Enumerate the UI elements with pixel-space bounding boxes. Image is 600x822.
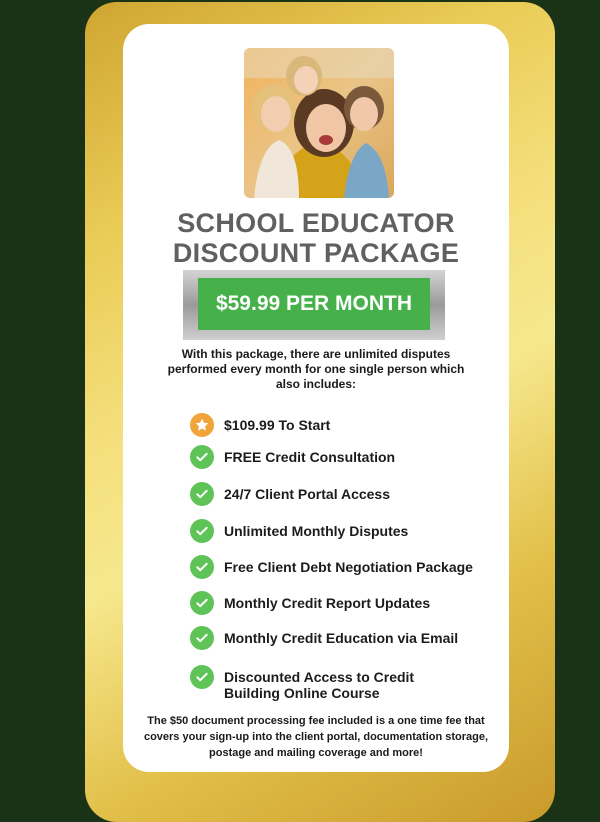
check-icon bbox=[190, 482, 214, 506]
check-icon bbox=[190, 555, 214, 579]
check-icon bbox=[190, 626, 214, 650]
title-line-2: DISCOUNT PACKAGE bbox=[172, 238, 460, 268]
family-photo bbox=[244, 48, 394, 198]
feature-label: Monthly Credit Education via Email bbox=[224, 630, 459, 646]
feature-item bbox=[190, 413, 490, 437]
feature-label: Unlimited Monthly Disputes bbox=[224, 523, 409, 539]
check-icon bbox=[190, 665, 214, 689]
check-icon bbox=[190, 519, 214, 543]
feature-label: Free Client Debt Negotiation Package bbox=[224, 559, 473, 575]
feature-item bbox=[190, 665, 490, 701]
fee-note: The $50 document processing fee included is a one time fee that covers your sign-up into the client portal, documentation storage, postage and mailing coverage and more! bbox=[143, 715, 489, 759]
price-button[interactable]: $59.99 PER MONTH bbox=[198, 278, 430, 330]
star-icon bbox=[190, 413, 214, 437]
feature-label: 24/7 Client Portal Access bbox=[224, 486, 391, 502]
feature-item bbox=[190, 626, 490, 650]
check-icon bbox=[190, 591, 214, 615]
package-intro: With this package, there are unlimited disputes performed every month for one single person which also includes: bbox=[167, 347, 465, 391]
check-icon bbox=[190, 445, 214, 469]
feature-item bbox=[190, 555, 490, 579]
feature-item bbox=[190, 482, 490, 506]
feature-label: Monthly Credit Report Updates bbox=[224, 595, 431, 611]
title-line-1: SCHOOL EDUCATOR bbox=[177, 208, 455, 238]
feature-label: Discounted Access to Credit Building Online Course bbox=[224, 669, 415, 701]
feature-label: FREE Credit Consultation bbox=[224, 449, 396, 465]
feature-item bbox=[190, 519, 490, 543]
package-title bbox=[123, 208, 509, 268]
feature-label: $109.99 To Start bbox=[224, 417, 331, 433]
price-frame bbox=[183, 270, 445, 340]
feature-item bbox=[190, 445, 490, 469]
feature-item bbox=[190, 591, 490, 615]
